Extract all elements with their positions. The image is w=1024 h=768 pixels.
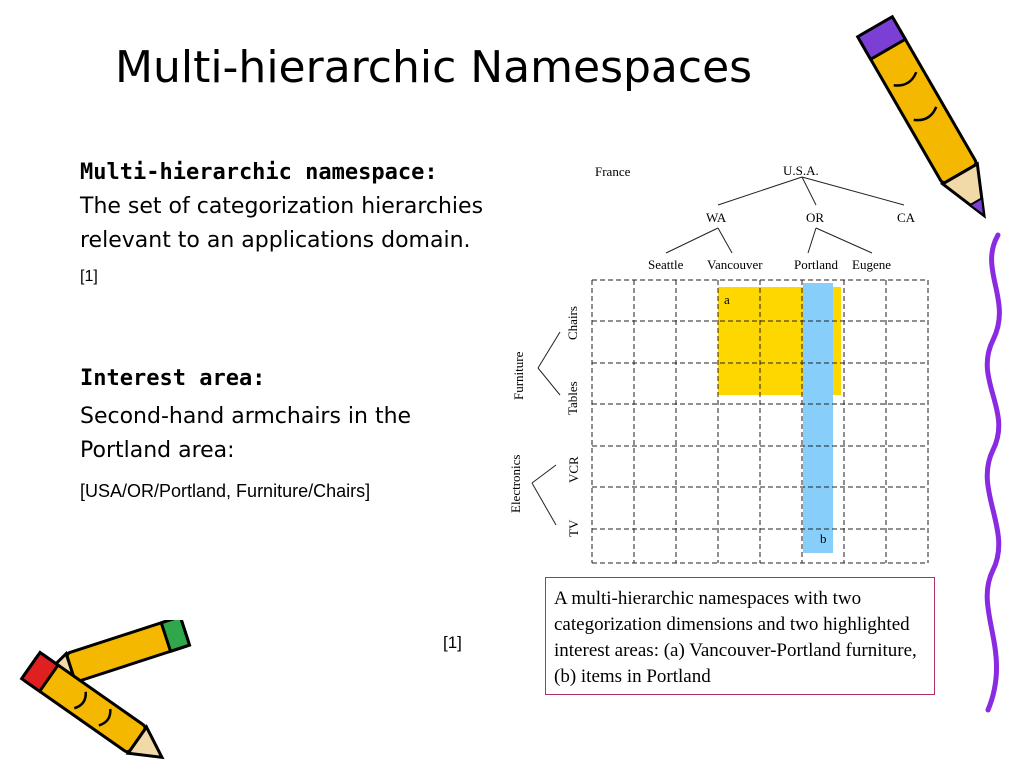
node-furniture: Furniture [511,351,526,400]
interest-heading: Interest area: [80,366,266,391]
figure-caption: A multi-hierarchic namespaces with two categorization dimensions and two highlighted interest areas: (a) Vancouver-Portland furniture, (b) items in Portland [545,577,935,695]
node-ca: CA [897,210,916,225]
interest-area-a-label: a [724,292,730,307]
node-or: OR [806,210,825,225]
node-chairs: Chairs [565,306,580,340]
interest-area-b [803,283,833,553]
node-tv: TV [566,519,581,537]
pencils-bottom-left-icon [0,620,210,766]
namespace-grid [592,280,928,563]
node-vcr: VCR [566,456,581,483]
definition-text: The set of categorization hierarchies relevant to an applications domain. [80,194,484,253]
interest-area-b-label: b [820,531,827,546]
interest-example: [USA/OR/Portland, Furniture/Chairs] [80,481,371,501]
node-wa: WA [706,210,727,225]
squiggle-decoration-icon [968,230,1022,720]
definition-ref[interactable]: [1] [80,268,98,285]
footnote-ref[interactable]: [1] [443,633,462,652]
node-electronics: Electronics [508,454,523,513]
node-usa: U.S.A. [783,163,819,178]
node-tables: Tables [565,381,580,415]
node-vancouver: Vancouver [707,257,763,272]
left-column [80,156,490,508]
node-seattle: Seattle [648,257,684,272]
node-france: France [595,164,631,179]
product-tree-lines [532,332,560,525]
definition-term: Multi-hierarchic namespace: [80,160,438,185]
definition-block [80,156,490,294]
slide-title: Multi-hierarchic Namespaces [115,42,753,93]
pencil-top-right-icon [855,2,1005,242]
node-eugene: Eugene [852,257,891,272]
node-portland: Portland [794,257,839,272]
interest-text: Second-hand armchairs in the Portland area: [80,404,412,463]
